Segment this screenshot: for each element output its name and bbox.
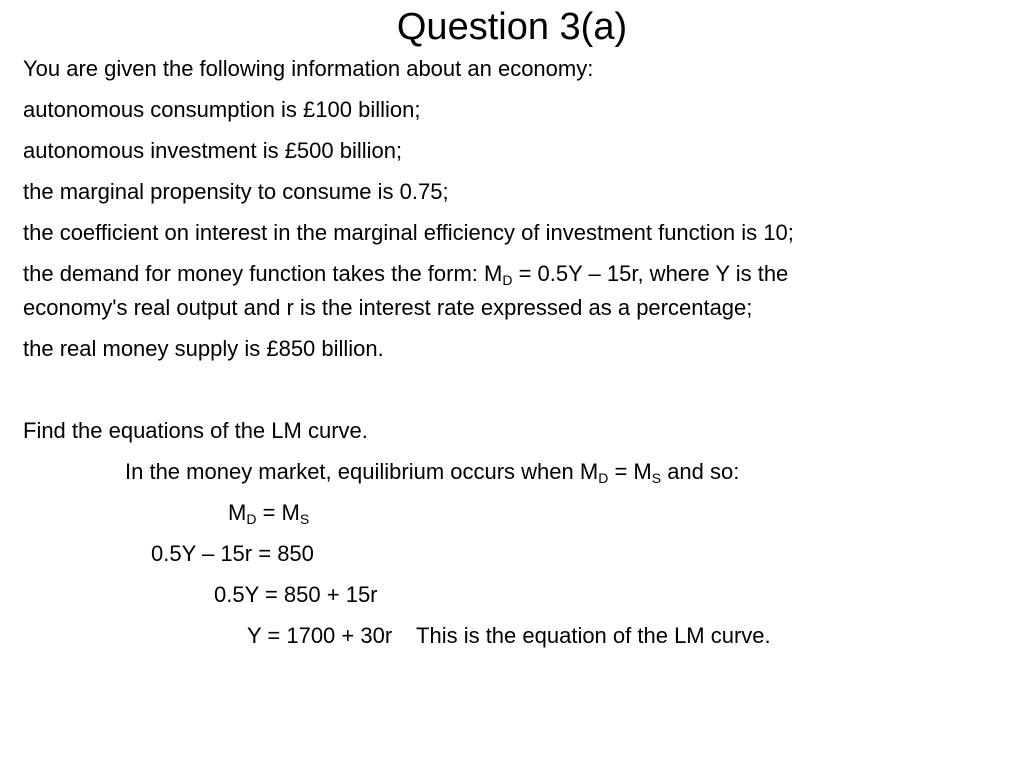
equation-step-3: 0.5Y = 850 + 15r — [214, 582, 378, 607]
question-text: Find the equations of the LM curve. — [23, 418, 368, 443]
solution-intro-b: = M — [608, 459, 652, 484]
money-demand-prefix: the demand for money function takes the form: M — [23, 261, 503, 286]
solution-intro-c: and so: — [661, 459, 740, 484]
subscript-s: S — [651, 470, 662, 486]
fact-mpc: the marginal propensity to consume is 0.75; — [23, 179, 449, 204]
fact-money-supply: the real money supply is £850 billion. — [23, 336, 384, 361]
fact-interest-coefficient: the coefficient on interest in the marginal efficiency of investment function is 10; — [23, 220, 794, 245]
fact-money-demand-line2: economy's real output and r is the interest rate expressed as a percentage; — [23, 295, 753, 320]
step1-b: = M — [256, 500, 300, 525]
money-demand-suffix: = 0.5Y – 15r, where Y is the — [512, 261, 789, 286]
intro-text: You are given the following information about an economy: — [23, 56, 594, 81]
equation-step-2: 0.5Y – 15r = 850 — [151, 541, 314, 566]
equation-step-1 — [228, 499, 309, 527]
subscript-d: D — [246, 511, 257, 527]
subscript-d: D — [502, 272, 513, 288]
subscript-d: D — [598, 470, 609, 486]
fact-money-demand-line1 — [23, 260, 788, 288]
subscript-s: S — [299, 511, 310, 527]
step1-a: M — [228, 500, 247, 525]
lm-equation: Y = 1700 + 30r — [247, 623, 393, 648]
fact-autonomous-investment: autonomous investment is £500 billion; — [23, 138, 403, 163]
fact-autonomous-consumption: autonomous consumption is £100 billion; — [23, 97, 421, 122]
equation-step-4 — [247, 622, 771, 650]
solution-intro — [125, 458, 739, 486]
lm-equation-note: This is the equation of the LM curve. — [416, 623, 771, 648]
slide-title: Question 3(a) — [396, 6, 628, 48]
solution-intro-a: In the money market, equilibrium occurs when M — [125, 459, 599, 484]
